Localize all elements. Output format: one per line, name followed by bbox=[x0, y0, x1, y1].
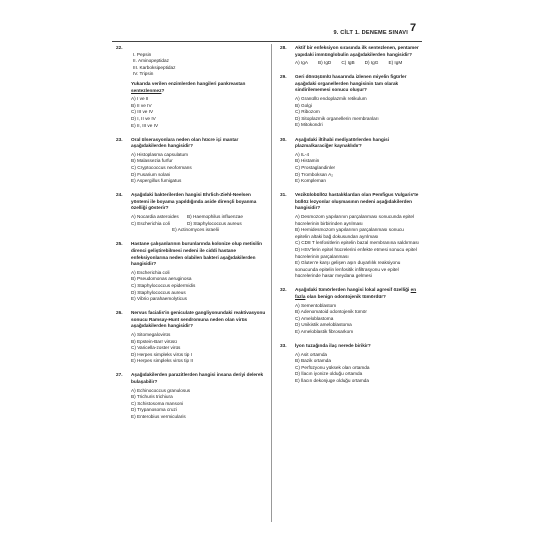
option-d[interactable]: D) Staphylococcus aureus bbox=[187, 220, 242, 226]
option-c[interactable]: C) CD8 T lenfositlerin epitelin bazal membranına saldırması bbox=[295, 240, 419, 246]
option-a[interactable]: A) IgA bbox=[295, 60, 309, 66]
question-stem: Aktif bir enfeksiyon sırasında ilk sentezlenen, pentamer yapıdaki immünglobulin aşağıdakilerden hangisidir? bbox=[295, 45, 419, 57]
question-stem: Aşağıdakilerden parazitlerden hangisi insana deriyi delerek bulaşabilir? bbox=[131, 372, 264, 385]
option-b[interactable]: B) Trichuris trichiura bbox=[131, 394, 173, 400]
option-e[interactable]: E) Herpes simpleks virüs tip II bbox=[131, 358, 193, 364]
option-a[interactable]: A) Desmozom yapılarının parçalanması sonucunda epitel hücrelerinin birbirinden ayrılması bbox=[295, 213, 415, 226]
option-c[interactable]: C) Ameloblastoma bbox=[295, 315, 334, 321]
stem-emphasis: en fazla bbox=[295, 287, 417, 299]
question-stem: Aşağıdaki iltihabi mediyatörlerden hangisi plazma/karaciğer kaynaklıdır? bbox=[295, 136, 390, 149]
question-number: 30. bbox=[280, 136, 287, 142]
option-c[interactable]: C) III ve IV bbox=[131, 109, 154, 115]
option-c[interactable]: C) Cryptococcus neoformans bbox=[131, 165, 192, 170]
option-e[interactable]: E) Kompleman bbox=[295, 178, 327, 184]
stem-part: ? bbox=[161, 87, 165, 93]
question-23 bbox=[116, 137, 266, 185]
option-b[interactable]: B) Hemidesmozom yapılarının parçalanması sonucu epitelin altaki bağ dokusundan ayrılması bbox=[295, 227, 404, 239]
option-d[interactable]: D) Trypanosoma cruzi bbox=[131, 407, 177, 413]
option-b[interactable]: B) Haemophilus influenzae bbox=[187, 214, 244, 220]
header-rule bbox=[112, 41, 422, 42]
option-a[interactable]: A) Nocardia asteroides bbox=[131, 214, 179, 220]
question-stem bbox=[131, 81, 266, 94]
question-number: 26. bbox=[116, 310, 123, 316]
question-number: 25. bbox=[116, 241, 123, 247]
question-number: 22. bbox=[116, 45, 123, 50]
option-b[interactable]: B) Bazik ortamda bbox=[295, 358, 331, 364]
question-24 bbox=[116, 192, 266, 234]
option-d[interactable]: D) IgG bbox=[364, 60, 379, 66]
roman-item: IV. Tripsin bbox=[133, 71, 154, 77]
options-row bbox=[295, 60, 420, 67]
question-32 bbox=[280, 287, 420, 335]
option-b[interactable]: B) II ve IV bbox=[131, 102, 152, 108]
option-d[interactable]: D) Tromboksan A₂ bbox=[295, 171, 334, 177]
stem-part: Aşağıdaki tümörlerden hangisi lokal agresif özelliği bbox=[295, 287, 410, 293]
option-a[interactable]: A) I ve II bbox=[131, 96, 149, 102]
option-c[interactable]: C) Escherichia coli bbox=[131, 220, 170, 226]
option-d[interactable]: D) I, II ve IV bbox=[131, 115, 156, 121]
page-number: 7 bbox=[410, 22, 417, 34]
option-a[interactable]: A) Asit ortamda bbox=[295, 351, 328, 357]
option-a[interactable]: A) Sementoblastom bbox=[295, 302, 337, 308]
question-number: 24. bbox=[116, 192, 123, 198]
option-d[interactable]: D) Sitoplazmik organellerin membranları bbox=[295, 115, 379, 121]
stem-part: Yukarıda verilen enzimlerden hangileri pankreastan bbox=[131, 80, 246, 86]
option-c[interactable]: C) Perfüzyonu yüksek olan ortamda bbox=[295, 364, 370, 370]
question-22 bbox=[116, 45, 266, 129]
question-stem: Vezikülobüllöz hastalıklardan olan Pemfigus Vulgaris'te büllöz lezyonlar oluşmasının nedeni aşağıdakilerden hangisidir? bbox=[295, 192, 419, 211]
option-b[interactable]: B) Malassezia furfur bbox=[131, 158, 173, 164]
option-e[interactable]: E) İlacın dekonjuge olduğu ortamda bbox=[295, 378, 370, 384]
question-number: 28. bbox=[280, 45, 287, 50]
question-number: 27. bbox=[116, 372, 123, 378]
question-stem: Geri dönüşümlü hasarında izlenen miyelin figürler aşağıdaki organellerden hangisinin tam olarak sindirilememesi sonucu oluşur? bbox=[295, 74, 407, 93]
option-e[interactable]: E) Ameloblastik fibrosarkom bbox=[295, 328, 354, 334]
options bbox=[131, 152, 266, 185]
option-a[interactable]: A) Histoplasma capsulatum bbox=[131, 151, 189, 157]
options-row bbox=[131, 221, 266, 228]
option-d[interactable]: D) Staphylococcus aureus bbox=[131, 289, 186, 295]
question-number: 33. bbox=[280, 343, 287, 349]
question-stem: Nervus facialis'in geniculate gangliyonundaki reaktivasyonu sonucu Ramsay-Hunt sendromuna neden olan virüs aşağıdakilerden hangisidir? bbox=[131, 310, 266, 329]
option-a[interactable]: A) Escherichia coli bbox=[131, 269, 170, 275]
option-c[interactable]: C) Varicella-zoster virüs bbox=[131, 345, 181, 351]
options bbox=[131, 270, 266, 303]
option-b[interactable]: B) Pseudomonas aeruginosa bbox=[131, 276, 192, 282]
options bbox=[131, 332, 266, 365]
stem-emphasis: sentezlenmez bbox=[131, 87, 162, 93]
options-row bbox=[172, 227, 266, 234]
option-c[interactable]: C) IgB bbox=[341, 60, 355, 66]
options bbox=[295, 214, 420, 280]
options bbox=[295, 352, 420, 385]
option-b[interactable]: B) IgD bbox=[318, 60, 332, 66]
options bbox=[131, 388, 266, 421]
option-d[interactable]: D) Herpes simpleks virüs tip I bbox=[131, 351, 192, 357]
stem-part: olan benign odontojenik tümördür? bbox=[306, 294, 386, 299]
options-row bbox=[131, 214, 266, 221]
right-column bbox=[280, 45, 420, 392]
question-29 bbox=[280, 74, 420, 129]
option-c[interactable]: C) Ribozom bbox=[295, 109, 320, 115]
question-stem: İyon tuzağında ilaç nerede birikir? bbox=[295, 343, 371, 349]
option-b[interactable]: B) Histamin bbox=[295, 158, 320, 164]
option-a[interactable]: A) Sitomegalovirüs bbox=[131, 331, 171, 337]
question-stem: Oral ülserasyonlara neden olan hücre içi mantar aşağıdakilerden hangisidir? bbox=[131, 136, 239, 149]
option-d[interactable]: D) HSV'lerin epitel hücrelerini enfekte etmesi sonucu epitel hücrelerinin parçalanması bbox=[295, 246, 417, 259]
option-d[interactable]: D) İlacın iyonize olduğu ortamda bbox=[295, 371, 363, 377]
question-27 bbox=[116, 372, 266, 420]
question-number: 29. bbox=[280, 74, 287, 80]
option-e[interactable]: E) Gluten'e karşı gelişen aşırı duyarlılık reaksiyonu sonucunda epitelin lenfositik infiltrasyonu ve epitel hücrelerinde hasar meydana gelmesi bbox=[295, 260, 401, 279]
option-e[interactable]: E) Aspergillus fumigatus bbox=[131, 178, 182, 184]
roman-list bbox=[133, 52, 266, 78]
question-26 bbox=[116, 310, 266, 365]
option-a[interactable]: A) Granüllü endoplazmik retikulum bbox=[295, 96, 367, 102]
option-e[interactable]: E) IgM bbox=[388, 60, 403, 66]
options bbox=[295, 96, 420, 129]
question-25 bbox=[116, 241, 266, 302]
options bbox=[295, 303, 420, 336]
options bbox=[131, 96, 266, 129]
question-number: 32. bbox=[280, 287, 287, 293]
question-number: 23. bbox=[116, 136, 123, 142]
roman-item: II. Aminopeptidaz bbox=[133, 58, 169, 64]
option-c[interactable]: C) Staphylococcus epidermidis bbox=[131, 282, 196, 288]
option-b[interactable]: B) Adenomatoid odontojenik tümör bbox=[295, 309, 367, 315]
option-b[interactable]: B) Epstein-Barr virüsü bbox=[131, 338, 177, 344]
question-31 bbox=[280, 192, 420, 280]
option-d[interactable]: D) Unikistik ameloblastoma bbox=[295, 322, 352, 328]
roman-item: III. Karboksipeptidaz bbox=[133, 64, 176, 70]
left-column bbox=[116, 45, 266, 428]
option-e[interactable]: E) Actinomyces israelii bbox=[172, 227, 219, 233]
option-e[interactable]: E) Mitokondri bbox=[295, 122, 323, 128]
option-a[interactable]: A) IL-4 bbox=[295, 151, 310, 157]
question-number: 31. bbox=[280, 192, 287, 198]
option-d[interactable]: D) Fusarium solani bbox=[131, 171, 171, 177]
exam-title: 9. CİLT 1. DENEME SINAVI bbox=[333, 30, 408, 36]
option-a[interactable]: A) Echinococcus granulosus bbox=[131, 387, 191, 393]
question-30 bbox=[280, 137, 420, 185]
option-c[interactable]: C) Prostaglandinler bbox=[295, 164, 336, 170]
question-33 bbox=[280, 343, 420, 385]
option-b[interactable]: B) Golgi bbox=[295, 102, 312, 108]
options bbox=[295, 152, 420, 185]
option-e[interactable]: E) II, III ve IV bbox=[131, 122, 159, 128]
option-c[interactable]: C) Schistosoma mansoni bbox=[131, 400, 184, 406]
option-e[interactable]: E) Enterobius vermicularis bbox=[131, 414, 186, 419]
question-28 bbox=[280, 45, 420, 67]
column-divider bbox=[271, 44, 272, 522]
option-e[interactable]: E) Vibrio parahaemolyticus bbox=[131, 296, 187, 302]
question-stem bbox=[295, 287, 420, 300]
question-stem: Hastane çalışanlarının burunlarında kolonize olup metisilin direnci geliştirebilmesi nedeni ile ciddi hastane enfeksiyonlarına neden olabilen bakteri aşağıdakilerden hangisidir? bbox=[131, 241, 263, 267]
question-stem: Aşağıdaki bakterilerden hangisi Ehrlich-Ziehl-Neelsen yöntemi ile boyama yapıldığında aside dirençli boyanma özelliği gösterir? bbox=[131, 192, 257, 211]
roman-item: I. Pepsin bbox=[133, 51, 152, 57]
